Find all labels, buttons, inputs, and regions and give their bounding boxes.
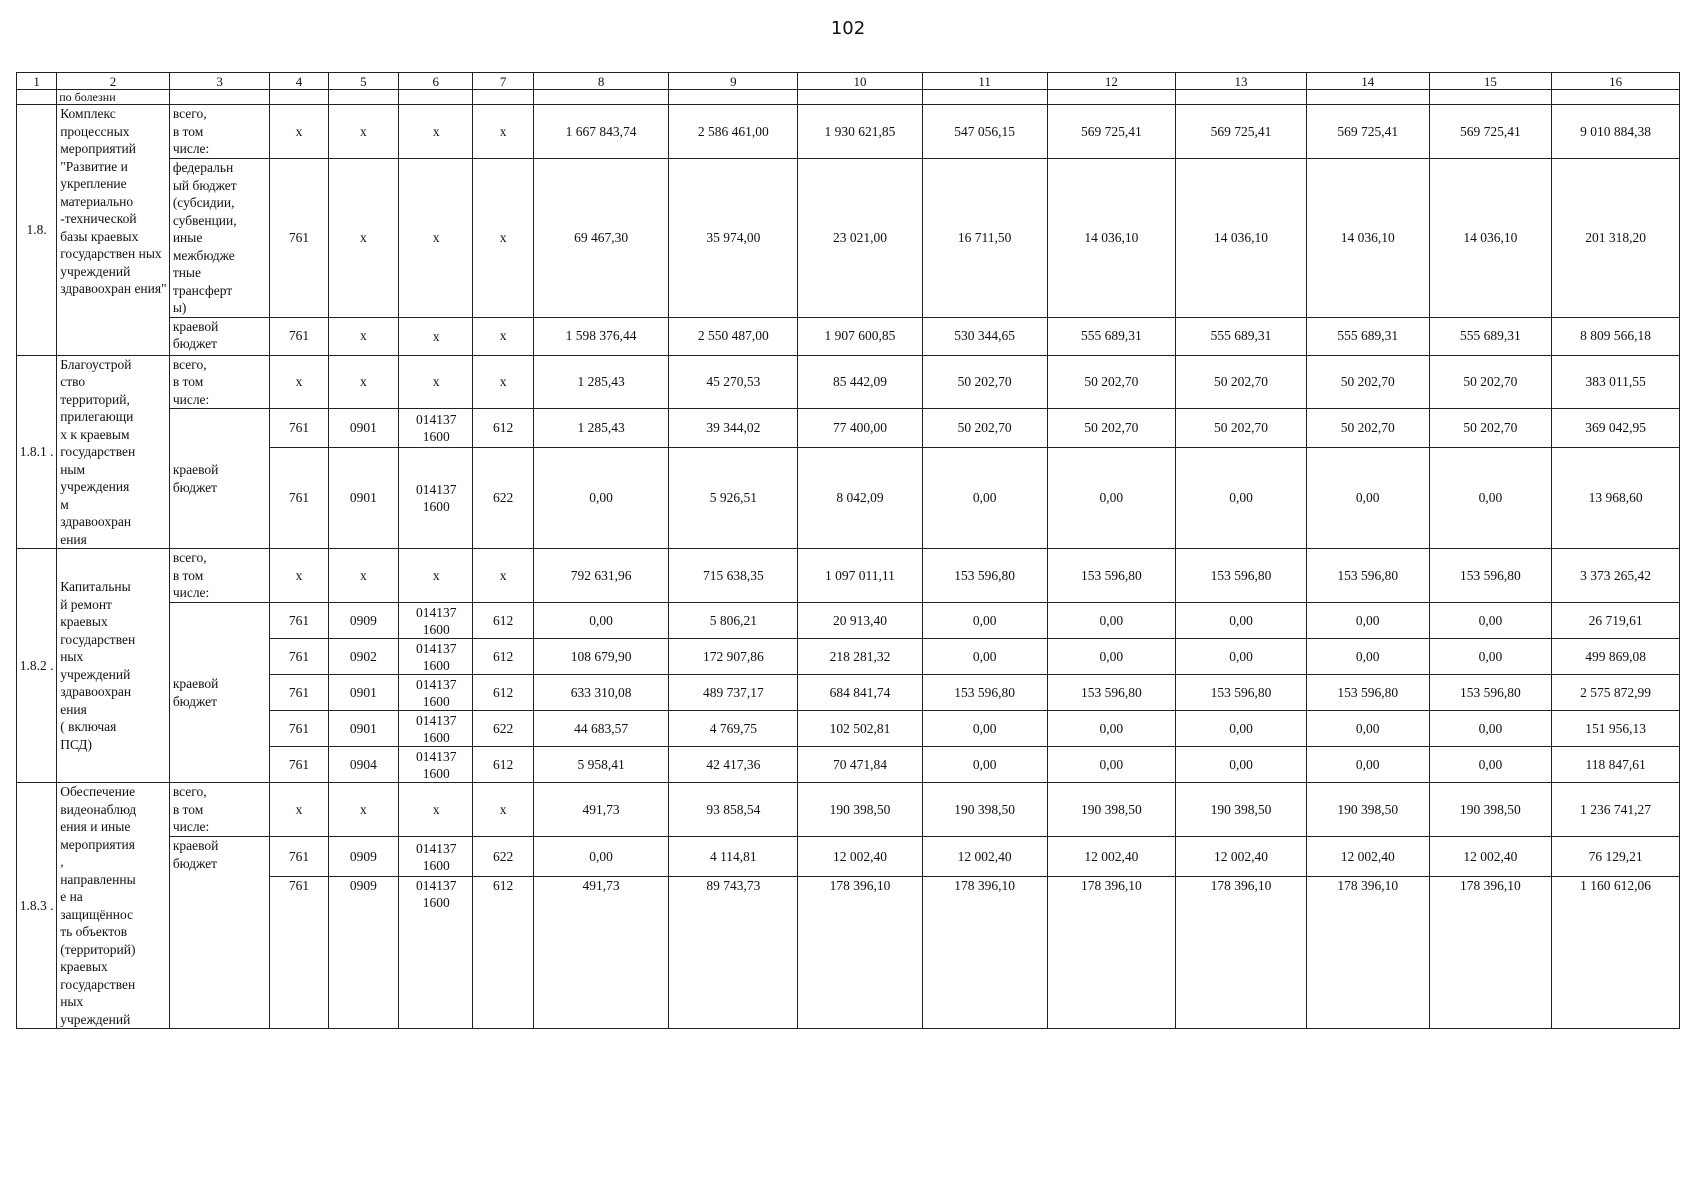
value-cell: 2 586 461,00 [669,105,798,159]
value-cell: 190 398,50 [1176,783,1307,837]
funding-source: всего, в том числе: [169,783,270,837]
value-cell: 50 202,70 [1429,355,1552,409]
target-code-cell: 014137 1600 [399,711,473,747]
value-cell: 153 596,80 [1047,549,1176,603]
value-cell: 0,00 [1306,711,1429,747]
value-cell: 178 396,10 [798,877,923,1029]
value-cell: 26 719,61 [1552,603,1680,639]
value-cell: 530 344,65 [922,317,1047,355]
value-cell: 14 036,10 [1176,159,1307,318]
value-cell: 172 907,86 [669,639,798,675]
column-header: 5 [328,73,398,90]
value-cell: 153 596,80 [1429,549,1552,603]
value-cell: 76 129,21 [1552,837,1680,877]
value-cell: 0,00 [922,603,1047,639]
value-cell: 0,00 [1047,711,1176,747]
admin-code-cell: 761 [270,448,328,549]
target-code-cell: 014137 1600 [399,837,473,877]
value-cell: 108 679,90 [533,639,669,675]
empty-cell [1306,90,1429,105]
empty-cell [169,90,270,105]
expense-type-cell: x [473,317,533,355]
page-number: 102 [830,18,866,39]
value-cell: 0,00 [1176,747,1307,783]
value-cell: 8 809 566,18 [1552,317,1680,355]
value-cell: 0,00 [1306,639,1429,675]
admin-code-cell: 761 [270,159,328,318]
row-number: 1.8.1 . [17,355,57,549]
value-cell: 190 398,50 [922,783,1047,837]
measure-name: Капитальны й ремонт краевых государствен ных учреждений здравоохран ения ( включая ПСД) [57,549,170,783]
column-header: 1 [17,73,57,90]
admin-code-cell: 761 [270,603,328,639]
value-cell: 23 021,00 [798,159,923,318]
value-cell: 153 596,80 [922,549,1047,603]
target-code-cell: x [399,159,473,318]
value-cell: 547 056,15 [922,105,1047,159]
expense-type-cell: 622 [473,837,533,877]
measure-name: Обеспечение видеонаблюд ения и иные мероприятия , направленны е на защищённос ть объектов (территорий) краевых государствен ных учреждений [57,783,170,1029]
column-header: 10 [798,73,923,90]
funding-source: краевой бюджет [169,603,270,783]
expense-type-cell: x [473,105,533,159]
value-cell: 153 596,80 [1306,675,1429,711]
column-header: 13 [1176,73,1307,90]
expense-type-cell: 622 [473,448,533,549]
value-cell: 190 398,50 [798,783,923,837]
table-row [17,783,1680,837]
funding-source: краевой бюджет [169,837,270,1029]
table-body [17,73,1680,1029]
column-header: 8 [533,73,669,90]
value-cell: 0,00 [1176,448,1307,549]
section-code-cell: 0909 [328,837,398,877]
value-cell: 569 725,41 [1176,105,1307,159]
value-cell: 14 036,10 [1047,159,1176,318]
value-cell: 0,00 [922,711,1047,747]
column-header: 11 [922,73,1047,90]
section-code-cell: x [328,105,398,159]
value-cell: 13 968,60 [1552,448,1680,549]
expense-type-cell: 612 [473,877,533,1029]
section-code-cell: 0909 [328,603,398,639]
empty-cell [270,90,328,105]
value-cell: 0,00 [1429,639,1552,675]
empty-cell [17,90,57,105]
value-cell: 178 396,10 [1306,877,1429,1029]
table-row [17,603,1680,639]
section-code-cell: x [328,317,398,355]
table-row [17,837,1680,877]
target-code-cell: 014137 1600 [399,747,473,783]
value-cell: 45 270,53 [669,355,798,409]
value-cell: 14 036,10 [1306,159,1429,318]
value-cell: 555 689,31 [1047,317,1176,355]
table-row [17,105,1680,159]
value-cell: 218 281,32 [798,639,923,675]
target-code-cell: 014137 1600 [399,409,473,448]
value-cell: 792 631,96 [533,549,669,603]
value-cell: 12 002,40 [1429,837,1552,877]
value-cell: 35 974,00 [669,159,798,318]
value-cell: 0,00 [1176,711,1307,747]
value-cell: 0,00 [1306,747,1429,783]
target-code-cell: 014137 1600 [399,877,473,1029]
funding-source: всего, в том числе: [169,105,270,159]
empty-cell [1429,90,1552,105]
value-cell: 555 689,31 [1306,317,1429,355]
target-code-cell: x [399,355,473,409]
value-cell: 190 398,50 [1429,783,1552,837]
empty-cell [533,90,669,105]
value-cell: 1 667 843,74 [533,105,669,159]
admin-code-cell: 761 [270,877,328,1029]
value-cell: 39 344,02 [669,409,798,448]
value-cell: 201 318,20 [1552,159,1680,318]
section-code-cell: 0901 [328,675,398,711]
admin-code-cell: 761 [270,675,328,711]
value-cell: 499 869,08 [1552,639,1680,675]
value-cell: 50 202,70 [1047,409,1176,448]
admin-code-cell: x [270,105,328,159]
value-cell: 42 417,36 [669,747,798,783]
value-cell: 0,00 [922,639,1047,675]
value-cell: 118 847,61 [1552,747,1680,783]
empty-cell [328,90,398,105]
value-cell: 555 689,31 [1429,317,1552,355]
empty-cell [1552,90,1680,105]
value-cell: 684 841,74 [798,675,923,711]
value-cell: 4 769,75 [669,711,798,747]
value-cell: 77 400,00 [798,409,923,448]
expense-type-cell: x [473,783,533,837]
value-cell: 50 202,70 [1047,355,1176,409]
expense-type-cell: 612 [473,409,533,448]
value-cell: 5 926,51 [669,448,798,549]
row-number: 1.8.2 . [17,549,57,783]
value-cell: 69 467,30 [533,159,669,318]
value-cell: 190 398,50 [1306,783,1429,837]
table-row [17,355,1680,409]
value-cell: 178 396,10 [1047,877,1176,1029]
admin-code-cell: 761 [270,747,328,783]
admin-code-cell: 761 [270,837,328,877]
value-cell: 50 202,70 [1306,355,1429,409]
value-cell: 1 907 600,85 [798,317,923,355]
value-cell: 1 285,43 [533,355,669,409]
value-cell: 2 550 487,00 [669,317,798,355]
value-cell: 14 036,10 [1429,159,1552,318]
value-cell: 9 010 884,38 [1552,105,1680,159]
target-code-cell: x [399,783,473,837]
measure-name: Благоустрой ство территорий, прилегающи х к краевым государствен ным учреждения м здравоохран ения [57,355,170,549]
value-cell: 0,00 [1429,448,1552,549]
value-cell: 369 042,95 [1552,409,1680,448]
section-code-cell: x [328,159,398,318]
section-code-cell: x [328,549,398,603]
value-cell: 50 202,70 [1306,409,1429,448]
value-cell: 1 160 612,06 [1552,877,1680,1029]
value-cell: 190 398,50 [1047,783,1176,837]
admin-code-cell: 761 [270,409,328,448]
budget-table [16,72,1680,1029]
expense-type-cell: 612 [473,603,533,639]
value-cell: 102 502,81 [798,711,923,747]
value-cell: 0,00 [1306,603,1429,639]
column-header: 6 [399,73,473,90]
continued-text-fragment: по болезни [57,90,170,105]
row-number: 1.8. [17,105,57,356]
expense-type-cell: 622 [473,711,533,747]
target-code-cell: 014137 1600 [399,603,473,639]
admin-code-cell: x [270,549,328,603]
admin-code-cell: x [270,783,328,837]
value-cell: 0,00 [1429,711,1552,747]
empty-cell [1047,90,1176,105]
spacer-row [17,90,1680,105]
value-cell: 1 236 741,27 [1552,783,1680,837]
expense-type-cell: 612 [473,675,533,711]
value-cell: 153 596,80 [1176,675,1307,711]
empty-cell [1176,90,1307,105]
value-cell: 569 725,41 [1047,105,1176,159]
section-code-cell: x [328,783,398,837]
value-cell: 0,00 [922,448,1047,549]
admin-code-cell: 761 [270,317,328,355]
target-code-cell: 014137 1600 [399,675,473,711]
expense-type-cell: x [473,159,533,318]
value-cell: 4 114,81 [669,837,798,877]
target-code-cell: 014137 1600 [399,639,473,675]
admin-code-cell: 761 [270,711,328,747]
value-cell: 715 638,35 [669,549,798,603]
value-cell: 153 596,80 [1047,675,1176,711]
value-cell: 491,73 [533,783,669,837]
value-cell: 50 202,70 [1176,355,1307,409]
value-cell: 178 396,10 [1176,877,1307,1029]
value-cell: 12 002,40 [798,837,923,877]
value-cell: 151 956,13 [1552,711,1680,747]
value-cell: 491,73 [533,877,669,1029]
value-cell: 50 202,70 [1176,409,1307,448]
value-cell: 0,00 [1047,448,1176,549]
section-code-cell: x [328,355,398,409]
value-cell: 1 285,43 [533,409,669,448]
value-cell: 8 042,09 [798,448,923,549]
value-cell: 12 002,40 [1306,837,1429,877]
column-header: 12 [1047,73,1176,90]
value-cell: 633 310,08 [533,675,669,711]
value-cell: 20 913,40 [798,603,923,639]
value-cell: 0,00 [533,603,669,639]
value-cell: 1 598 376,44 [533,317,669,355]
column-header: 3 [169,73,270,90]
value-cell: 569 725,41 [1306,105,1429,159]
funding-source: краевой бюджет [169,317,270,355]
table-row [17,549,1680,603]
value-cell: 12 002,40 [922,837,1047,877]
value-cell: 0,00 [922,747,1047,783]
column-header: 2 [57,73,170,90]
value-cell: 153 596,80 [1176,549,1307,603]
column-number-row [17,73,1680,90]
column-header: 4 [270,73,328,90]
funding-source: федеральн ый бюджет (субсидии, субвенции, иные межбюдже тные трансферт ы) [169,159,270,318]
value-cell: 12 002,40 [1176,837,1307,877]
section-code-cell: 0901 [328,711,398,747]
column-header: 15 [1429,73,1552,90]
value-cell: 0,00 [1047,747,1176,783]
value-cell: 178 396,10 [922,877,1047,1029]
expense-type-cell: x [473,355,533,409]
value-cell: 0,00 [1306,448,1429,549]
value-cell: 70 471,84 [798,747,923,783]
column-header: 9 [669,73,798,90]
table-row [17,317,1680,355]
value-cell: 0,00 [1176,603,1307,639]
value-cell: 44 683,57 [533,711,669,747]
admin-code-cell: x [270,355,328,409]
value-cell: 5 958,41 [533,747,669,783]
value-cell: 3 373 265,42 [1552,549,1680,603]
value-cell: 12 002,40 [1047,837,1176,877]
section-code-cell: 0909 [328,877,398,1029]
column-header: 16 [1552,73,1680,90]
value-cell: 0,00 [533,448,669,549]
empty-cell [473,90,533,105]
funding-source: краевой бюджет [169,409,270,549]
value-cell: 93 858,54 [669,783,798,837]
measure-name: Комплекс процессных мероприятий "Развитие и укрепление материально -технической базы краевых государствен ных учреждений здравоохран ения" [57,105,170,356]
section-code-cell: 0901 [328,448,398,549]
value-cell: 5 806,21 [669,603,798,639]
column-header: 14 [1306,73,1429,90]
section-code-cell: 0901 [328,409,398,448]
value-cell: 153 596,80 [1306,549,1429,603]
admin-code-cell: 761 [270,639,328,675]
value-cell: 89 743,73 [669,877,798,1029]
value-cell: 0,00 [1047,603,1176,639]
target-code-cell: x [399,549,473,603]
value-cell: 569 725,41 [1429,105,1552,159]
value-cell: 0,00 [1429,603,1552,639]
target-code-cell: 014137 1600 [399,448,473,549]
expense-type-cell: x [473,549,533,603]
table-row [17,159,1680,318]
funding-source: всего, в том числе: [169,549,270,603]
value-cell: 383 011,55 [1552,355,1680,409]
value-cell: 0,00 [1176,639,1307,675]
value-cell: 50 202,70 [1429,409,1552,448]
value-cell: 0,00 [533,837,669,877]
value-cell: 16 711,50 [922,159,1047,318]
value-cell: 0,00 [1429,747,1552,783]
expense-type-cell: 612 [473,639,533,675]
target-code-cell: x [399,317,473,355]
section-code-cell: 0904 [328,747,398,783]
value-cell: 153 596,80 [1429,675,1552,711]
value-cell: 85 442,09 [798,355,923,409]
funding-source: всего, в том числе: [169,355,270,409]
value-cell: 1 097 011,11 [798,549,923,603]
target-code-cell: x [399,105,473,159]
value-cell: 2 575 872,99 [1552,675,1680,711]
expense-type-cell: 612 [473,747,533,783]
empty-cell [798,90,923,105]
value-cell: 1 930 621,85 [798,105,923,159]
empty-cell [669,90,798,105]
value-cell: 50 202,70 [922,355,1047,409]
value-cell: 178 396,10 [1429,877,1552,1029]
row-number: 1.8.3 . [17,783,57,1029]
value-cell: 0,00 [1047,639,1176,675]
column-header: 7 [473,73,533,90]
empty-cell [399,90,473,105]
table-row [17,409,1680,448]
empty-cell [922,90,1047,105]
value-cell: 555 689,31 [1176,317,1307,355]
value-cell: 153 596,80 [922,675,1047,711]
value-cell: 489 737,17 [669,675,798,711]
section-code-cell: 0902 [328,639,398,675]
value-cell: 50 202,70 [922,409,1047,448]
